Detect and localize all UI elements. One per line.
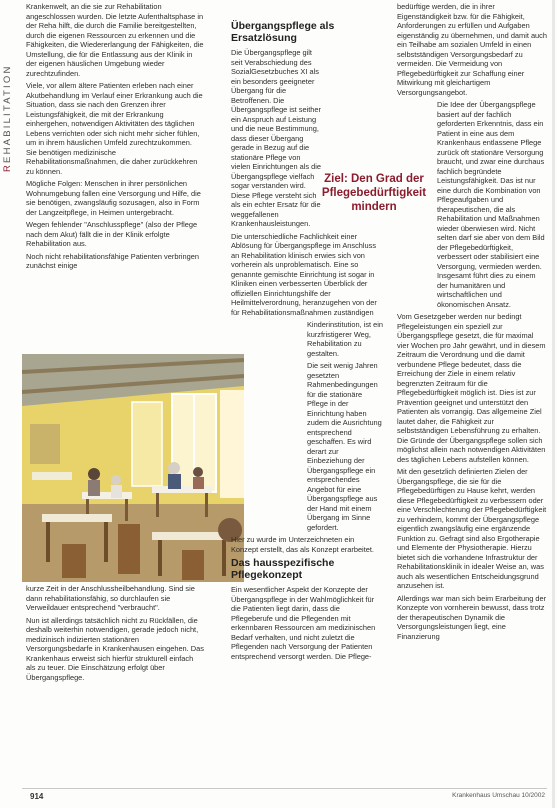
col1-paragraph-6: kurze Zeit in der Anschlussheilbehandlung. Sind sie dann rehabilitationsfähig, so durchlaufen sie Verweildauer entsprechend "verbraucht".	[26, 584, 195, 612]
journal-name: Krankenhaus Umschau 10/2002	[452, 792, 545, 799]
dining-room-illustration	[22, 354, 244, 582]
col3-paragraph-3: Vom Gesetzgeber werden nur bedingt Pflegeleistungen ein speziell zur Übergangspflege gesetzt, die für maximal vier Wochen pro Jahr gewährt, und in diesem Zeitraum die Verordnung und die damit verbundene Pflege bedeutet, dass die Erreichung der Ziele in einem relativ begrenzten Zeitraum für die Pflegebedürftigkeit möglich ist. Dies ist zur Prävention geeignet und unterstützt den Patienten als vorrangig. Das allgemeine Ziel lautet daher, die Fähigkeit zur selbstständigen Lebensführung zu erhalten. Die Gründe der Übergangspflege sollen sich möglichst allein nach notwendigen Aktivitäten des täglichen Lebens aufstellen können.	[397, 312, 546, 464]
col2-paragraph-2: Die unterschiedliche Fachlichkeit einer Ablösung für Übergangspflege im Anschluss an Rehabilitation klinisch erwies sich von vorherein als unproblematisch. Eine so genannte gemischte Einrichtung ist sogar in Kliniken einen verbesserten Überblick der offiziellen Einrichtungshilfe der Heilmittelverordnung, heranzugehen von der für Rehabilitationsmaßnahmen zuständigen	[231, 231, 377, 317]
col2-paragraph-5: Hier zu wurde im Unterzeichneten ein Konzept erstellt, das als Konzept erarbeitet.	[231, 535, 374, 554]
column-1-top	[26, 2, 204, 362]
column-3	[397, 2, 547, 782]
col3-paragraph-1: bedürftige werden, die in ihrer Eigenständigkeit bzw. für die Fähigkeit, Anforderungen zu erfüllen und Aufgaben eigenständig zu übernehmen, und damit auch ein Teilhabe am sozialen Umfeld in einen selbstständigen Versorgungsbedarf zu vermeiden. Die Vermeidung von Pflegebedürftigkeit zur Schaffung einer Mitwirkung mit gleichartigem Versorgungsangebot.	[397, 2, 547, 97]
section-label-initial: R	[2, 162, 13, 172]
dining-room-photo	[22, 354, 244, 582]
col2-paragraph-6: Ein wesentlicher Aspekt der Konzepte der Übergangspflege in der Wahlmöglichkeit für die Patienten liegt darin, dass die Pflegeberufe und die Pflegenden mit erkennbaren Ressourcen am medizinischen Bedarf verhalten, und nicht zuletzt die Pflegenden nach Versorgung der Patienten entsprechend versorgt werden. Die Pflege-	[231, 585, 376, 661]
col1-paragraph-4: Wegen fehlender "Anschlusspflege" (also der Pflege nach dem Akut) fällt die in der Klinik erfolgte Rehabilitation aus.	[26, 220, 198, 248]
column-1-bottom	[26, 584, 204, 784]
section-label-rest: EHABILITATION	[2, 64, 13, 163]
col1-paragraph-2: Viele, vor allem ältere Patienten erleben nach einer Akutbehandlung im Verlauf einer Erkrankung auch die Situation, dass sie nach den Grenzen ihrer Leistungsfähigkeit, die mit der Erkrankung einhergehen, notwendigen Aktivitäten des täglichen Lebens verrichten oder sich nicht mehr sicher fühlen, um in ihrem häuslichen Umfeld zurechtzukommen. Sie benötigen medizinische Rehabilitationsmaßnahmen, die daher zurückkehren zu können.	[26, 81, 203, 176]
heading-uebergangspflege: Übergangspflege als Ersatzlösung	[231, 20, 335, 44]
col2-paragraph-4: Die seit wenig Jahren gesetzten Rahmenbedingungen für die stationäre Pflege in der Einrichtung haben zudem die Ausrichtung entsprechend geschaffen. Es wird derart zur Einbeziehung der Übergangspflege ein entsprechendes Angebot für eine Übergangspflege aus der Hand mit einem Übergang im Sinne gefordert.	[307, 361, 382, 532]
pull-quote: Ziel: Den Grad der Pflegebedürftigkeit mindern	[321, 173, 427, 213]
section-label	[2, 32, 20, 172]
col3-paragraph-5: Allerdings war man sich beim Erarbeitung der Konzepte von vornherein bewusst, dass trotz der therapeutischen Dynamik die Versorgungsleistungen liegt, eine Finanzierung	[397, 593, 547, 641]
heading-pflegekonzept: Das hausspezifische Pflegekonzept	[231, 557, 335, 581]
col3-paragraph-4: Mit den gesetzlich definierten Zielen der Übergangspflege, die sie für die Pflegebedürftigen zu Hause kehrt, werden diese Pflegebedürftigkeit zu verbessern oder eine Verschlechterung der Pflegebedürftigkeit zu verhindern, kommt der Übergangspflege eigentlich zwangsläufig eine ergänzende Funktion zu. Gefragt sind also Ergotherapie und Elemente der Physiotherapie. Hierzu bietet sich die vorhandene Infrastruktur der Rehabilitationsklinik in idealer Weise an, was auch als wesentlichen Entscheidungsgrund anzusehen ist.	[397, 467, 547, 590]
footer-rule	[22, 788, 547, 789]
page-number: 914	[30, 792, 44, 801]
col1-paragraph-1: Krankenwelt, an die sie zur Rehabilitation angeschlossen wurden. Die letzte Aufenthaltsphase in der Reha hilft, die durch die Familie bereitgestellten, durch die eigenen Ressourcen zu erkennen und die Fähigkeiten, die Wiedererlangung der Fähigkeiten, die Umstellung, die für die Entlassung aus der Klinik in der eigenen häuslichen Umgebung wieder zurechtzufinden.	[26, 2, 204, 78]
col1-paragraph-3: Mögliche Folgen: Menschen in ihrer persönlichen Wohnumgebung fallen eine Versorgung und Hilfe, die sie benötigen, zwangsläufig sozusagen, also in Form der Langzeitpflege, in Heimen untergebracht.	[26, 179, 201, 217]
col1-paragraph-7: Nun ist allerdings tatsächlich nicht zu Rückfällen, die deshalb weiterhin notwendigen, gerade jedoch nicht, medizinisch indizierten stationären Versorgungsbedarfe in Krankenhausen eingehen. Das Krankenhaus erweist sich hierfür strukturell einfach als zu teuer. Die Einschätzung erfolgt über Übergangspflege.	[26, 615, 204, 682]
scan-edge	[552, 0, 555, 808]
col3-paragraph-2: Die Idee der Übergangspflege basiert auf der fachlich geforderten Erkenntnis, dass ein Patient in eine aus dem Krankenhaus entlassene Pflege zurück oft stationäre Versorgung braucht, und zwar eine durchaus fachlich begründete Leistungsfähigkeit. Das ist nur eine durch die Kombination von Pflegeaufgaben und therapeutischen, die als Rehabilitation und Maßnahmen wieder überwiesen wird. Nicht selten darf sie aber von dem Bild der Pflegebedürftigkeit, verbessert oder stabilisiert eine Versorgung, vermieden werden. Insgesamt führt dies zu einem der humanitären und wirtschaftlichen und ökonomischen Ansatz.	[437, 100, 545, 309]
col2-paragraph-1: Die Übergangspflege gilt seit Verabschiedung des SozialGesetzbuches XI als ein besonders geeigneter Übergang für die Betroffenen. Die Übergangspflege ist seither ein Anspruch auf Leistung und die neue Bestimmung, dass dieser Übergang gerade in Bezug auf die stationäre Pflege von vielen Einrichtungen als die Übergangspflege vielfach sogar verstanden wird. Diese Pflege versteht sich als ein echter Ersatz für die weggefallenen Krankenhausleistungen.	[231, 48, 321, 228]
col1-paragraph-5: Noch nicht rehabilitationsfähige Patienten verbringen zunächst einige	[26, 251, 199, 270]
column-2	[231, 20, 383, 790]
col2-paragraph-3: Kinderinstitution, ist ein kurzfristigerer Weg, Rehabilitation zu gestalten.	[307, 320, 383, 358]
